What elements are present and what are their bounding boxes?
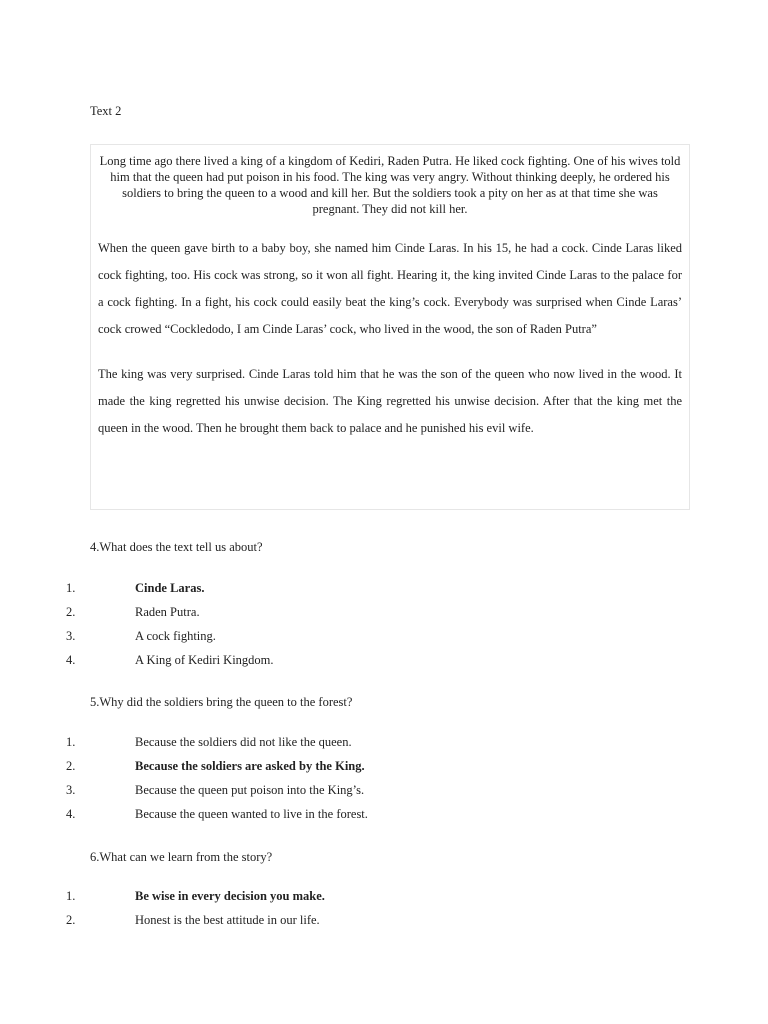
story-text-box bbox=[90, 144, 690, 510]
option-text: Raden Putra. bbox=[135, 605, 200, 619]
option-text: A King of Kediri Kingdom. bbox=[135, 653, 274, 667]
option-item bbox=[0, 888, 768, 912]
option-number: 2. bbox=[66, 913, 76, 927]
option-number: 3. bbox=[66, 629, 76, 643]
option-number: 4. bbox=[66, 807, 76, 821]
story-paragraph-3: The king was very surprised. Cinde Laras told him that he was the son of the queen who now lived in the wood. It made the king regretted his unwise decision. The King regretted his unwise decision. After that the king met the queen in the wood. Then he brought them back to palace and he punished his evil wife. bbox=[98, 367, 682, 435]
option-text: Because the queen put poison into the King’s. bbox=[135, 783, 365, 797]
option-item bbox=[0, 652, 768, 676]
option-item bbox=[0, 758, 768, 782]
option-number: 1. bbox=[66, 735, 76, 749]
question-4-options bbox=[0, 580, 768, 676]
option-number: 1. bbox=[66, 581, 76, 595]
option-number: 4. bbox=[66, 653, 76, 667]
option-number: 2. bbox=[66, 759, 76, 773]
question-5-options bbox=[0, 734, 768, 830]
option-text: Because the queen wanted to live in the forest. bbox=[135, 807, 368, 821]
story-paragraph-1: Long time ago there lived a king of a kingdom of Kediri, Raden Putra. He liked cock fighting. One of his wives told him that the queen had put poison in his food. The king was very angry. Without thinking deeply, he ordered his soldiers to bring the queen to a wood and kill her. But the soldiers took a pity on her as at that time she was pregnant. They did not kill her. bbox=[99, 154, 681, 216]
option-text: Because the soldiers are asked by the King. bbox=[135, 759, 365, 773]
option-number: 2. bbox=[66, 605, 76, 619]
option-item bbox=[0, 604, 768, 628]
question-6: 6.What can we learn from the story? bbox=[90, 850, 273, 864]
option-item bbox=[0, 912, 768, 936]
story-paragraph-2: When the queen gave birth to a baby boy, she named him Cinde Laras. In his 15, he had a cock. Cinde Laras liked cock fighting, too. His cock was strong, so it won all fight. Hearing it, the king invited Cinde Laras to the palace for a cock fighting. In a fight, his cock could easily beat the king’s cock. Everybody was surprised when Cinde Laras’ cock crowed “Cockledodo, I am Cinde Laras’ cock, who lived in the wood, the son of Raden Putra” bbox=[98, 241, 682, 336]
option-item bbox=[0, 806, 768, 830]
option-text: Be wise in every decision you make. bbox=[135, 889, 325, 903]
option-item bbox=[0, 580, 768, 604]
text-title: Text 2 bbox=[90, 104, 122, 118]
option-item bbox=[0, 628, 768, 652]
question-6-options bbox=[0, 888, 768, 936]
option-item bbox=[0, 734, 768, 758]
question-4: 4.What does the text tell us about? bbox=[90, 540, 263, 554]
option-number: 3. bbox=[66, 783, 76, 797]
option-text: Cinde Laras. bbox=[135, 581, 205, 595]
option-text: Honest is the best attitude in our life. bbox=[135, 913, 320, 927]
option-text: A cock fighting. bbox=[135, 629, 216, 643]
question-5: 5.Why did the soldiers bring the queen to the forest? bbox=[90, 695, 353, 709]
option-number: 1. bbox=[66, 889, 76, 903]
option-text: Because the soldiers did not like the queen. bbox=[135, 735, 352, 749]
option-item bbox=[0, 782, 768, 806]
